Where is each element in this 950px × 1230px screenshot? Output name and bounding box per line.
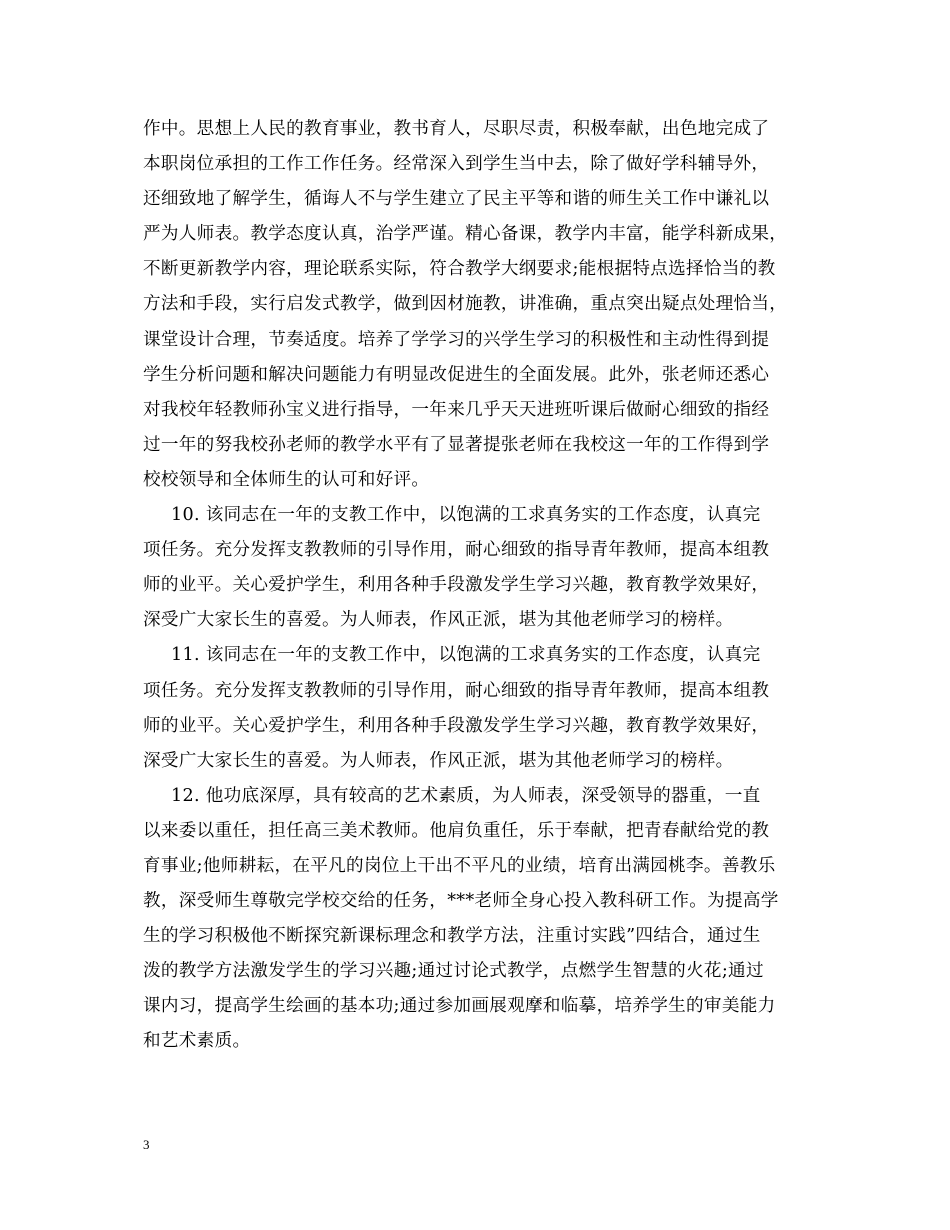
- text-line: 课堂设计合理，节奏适度。培养了学学习的兴学生学习的积极性和主动性得到提: [143, 329, 770, 350]
- text-line: 作中。思想上人民的教育事业，教书育人，尽职尽责，积极奉献，出色地完成了: [143, 119, 770, 139]
- text-line: 泼的教学方法激发学生的学习兴趣;通过讨论式教学，点燃学生智慧的火花;通过: [143, 961, 764, 982]
- text-line: 师的业平。关心爱护学生，利用各种手段激发学生学习兴趣，教育教学效果好，: [143, 575, 770, 596]
- text-line: 校校领导和全体师生的认可和好评。: [143, 469, 430, 490]
- text-line: 课内习，提高学生绘画的基本功;通过参加画展观摩和临摹，培养学生的审美能力: [143, 996, 776, 1017]
- text-line: 和艺术素质。: [143, 1031, 251, 1052]
- text-line: 不断更新教学内容，理论联系实际，符合教学大纲要求;能根据特点选择恰当的教: [143, 259, 776, 280]
- text-line: 项任务。充分发挥支教教师的引导作用，耐心细致的指导青年教师，提高本组教: [143, 540, 770, 561]
- paragraph-12-first-line: 12. 他功底深厚，具有较高的艺术素质，为人师表，深受领导的器重，一直: [171, 785, 761, 806]
- text-line: 严为人师表。教学态度认真，治学严谨。精心备课，教学内丰富，能学科新成果，: [143, 224, 788, 245]
- text-line: 过一年的努我校孙老师的教学水平有了显著提张老师在我校这一年的工作得到学: [143, 434, 770, 455]
- document-body: [143, 112, 823, 1060]
- page-number: 3: [143, 1137, 150, 1152]
- text-line: 深受广大家长生的喜爱。为人师表，作风正派，堪为其他老师学习的榜样。: [143, 750, 734, 771]
- text-line: 还细致地了解学生，循诲人不与学生建立了民主平等和谐的师生关工作中谦礼以: [143, 189, 770, 210]
- text-line: 生的学习积极他不断探究新课标理念和教学方法，注重讨实践”四结合，通过生: [143, 926, 761, 947]
- text-line: 育事业;他师耕耘，在平凡的岗位上干出不平凡的业绩，培育出满园桃李。善教乐: [143, 855, 776, 876]
- text-line: 方法和手段，实行启发式教学，做到因材施教，讲准确，重点突出疑点处理恰当，: [143, 294, 788, 315]
- text-line: 教，深受师生尊敬完学校交给的任务，***老师全身心投入教科研工作。为提高学: [143, 891, 779, 912]
- text-line: 师的业平。关心爱护学生，利用各种手段激发学生学习兴趣，教育教学效果好，: [143, 715, 770, 736]
- text-line: 本职岗位承担的工作工作任务。经常深入到学生当中去，除了做好学科辅导外，: [143, 154, 770, 175]
- text-line: 深受广大家长生的喜爱。为人师表，作风正派，堪为其他老师学习的榜样。: [143, 610, 734, 631]
- text-line: 对我校年轻教师孙宝义进行指导，一年来几乎天天进班听课后做耐心细致的指经: [143, 399, 770, 420]
- text-line: 以来委以重任，担任高三美术教师。他肩负重任，乐于奉献，把青春献给党的教: [143, 820, 770, 841]
- text-line: 项任务。充分发挥支教教师的引导作用，耐心细致的指导青年教师，提高本组教: [143, 680, 770, 701]
- paragraph-11-first-line: 11. 该同志在一年的支教工作中，以饱满的工求真务实的工作态度，认真完: [171, 645, 761, 666]
- paragraph-10-first-line: 10. 该同志在一年的支教工作中，以饱满的工求真务实的工作态度，认真完: [171, 505, 761, 526]
- text-line: 学生分析问题和解决问题能力有明显改促进生的全面发展。此外，张老师还悉心: [143, 364, 770, 385]
